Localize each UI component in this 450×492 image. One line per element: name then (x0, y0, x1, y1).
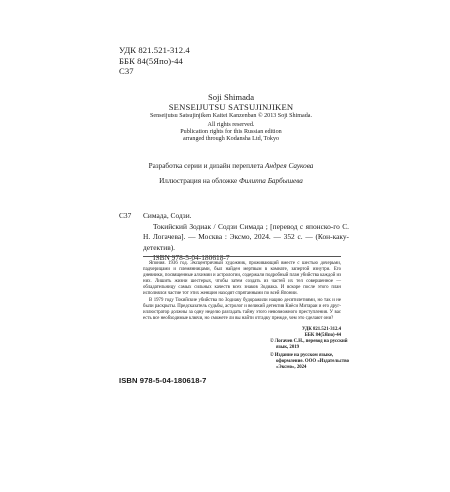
rights-line-1: Publication rights for this Russian edition (180, 129, 282, 136)
edition-copyright: © Издание на русском языке, оформление. ООО «Издательство «Эксмо», 2024 (270, 352, 350, 370)
catalog-heading: Симада, Содзи. (143, 211, 192, 220)
annotation-paragraph: В 1979 году Токийские убийства по Зодиаку будоражили нацию десятилетиями, но так и не были раскрыты. Предсказатель судьбы, астролог и великий детектив Киёси Митараи и его друг-иллюстратор должны за одну неделю разгадать тайну этого невозможного преступления. У вас есть все необходимые ключи, но сможете ли вы найти отгадку прежде, чем это сделают они? (143, 297, 341, 321)
all-rights-line: All rights reserved. (207, 122, 255, 128)
footer-copyrights (270, 339, 360, 372)
cover-name: Филиппа Барбышева (239, 177, 303, 185)
original-copyright (119, 113, 343, 120)
classification-block (119, 45, 190, 77)
cutter-code: С37 (119, 66, 134, 76)
annotation-bbk: ББК 84(5Япо)-44 (304, 332, 341, 338)
annotation-udk: УДК 821.521-312.4 (302, 326, 341, 332)
original-title: SENSEIJUTSU SATSUJINJIKEN (168, 102, 294, 112)
design-credit (119, 162, 343, 171)
bbk-code: ББК 84(5Япо)-44 (119, 55, 183, 66)
catalog-code: С37 (119, 211, 132, 220)
annotation (143, 256, 341, 492)
cover-label: Иллюстрация на обложке (159, 177, 238, 185)
annotation-paragraph: Япония. 1936 год. Эксцентричный художник, проживающий вместе с шестью дочерьми, падчерицами и племянницами, был найден мертвым в комнате, запертой изнутри. Его дневники, посвященные алхимии и астрологии, содержали подробный план убийства каждой из них. Лишить жизни шестерых, чтобы затем создать из частей их тел совершенное — обладательницу самых сильных качеств всех знаков Зодиака. И вскоре после этого план исполнялся частие тот этих женщин находят спрятанными по всей Японии. (143, 261, 341, 297)
publication-rights (119, 122, 343, 144)
footer-isbn: ISBN 978-5-04-180618-7 (119, 376, 207, 385)
original-author: Soji Shimada (207, 92, 255, 102)
design-label: Разработка серии и дизайн переплета (148, 162, 264, 170)
rights-line-2: arranged through Kodansha Ltd, Tokyo (182, 136, 280, 143)
annotation-codes (143, 327, 341, 339)
design-name: Андрея Саукова (264, 162, 314, 170)
catalog-description: Токийский Зодиак / Содзи Симада ; [перевод с японско-го С. Н. Логачева]. — Москва : Эксмо, 2024. — 352 с. — (Кон-каку-детектив). (143, 221, 349, 252)
udk-code: УДК 821.521-312.4 (119, 45, 190, 55)
cover-credit (119, 177, 343, 186)
translation-copyright: © Логачев С.Н., перевод на русский язык, 2019 (270, 339, 348, 350)
catalog-isbn: ISBN 978-5-04-180618-7 (153, 253, 230, 262)
copyright-line: Senseijutsu Satsujinjiken Kaitei Kanzenban © 2013 Soji Shimada. (149, 113, 313, 119)
